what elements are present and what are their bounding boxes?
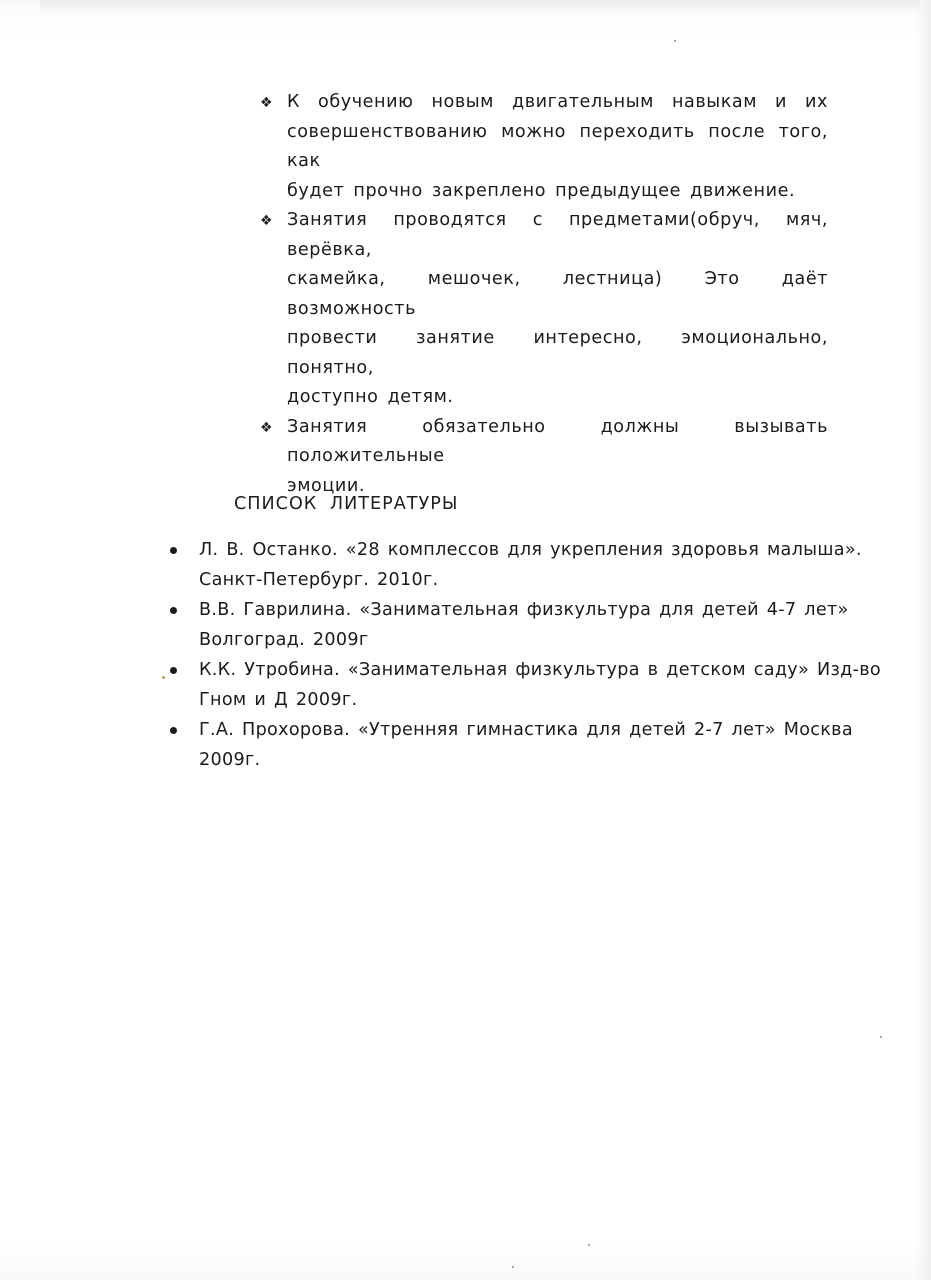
advice-line: К обучению новым двигательным навыкам и их (287, 92, 828, 112)
scan-speck (162, 676, 165, 679)
diamond-bullet-icon: ❖ (260, 213, 274, 229)
literature-line: Г.А. Прохорова. «Утренняя гимнастика для детей 2-7 лет» Москва (199, 720, 853, 740)
scan-speck (588, 1244, 590, 1246)
diamond-bullet-icon: ❖ (260, 419, 274, 436)
literature-item (168, 715, 853, 775)
literature-list (168, 535, 881, 775)
round-bullet-icon (170, 547, 177, 554)
advice-line: скамейка, мешочек, лестница) Это даёт возможность (287, 269, 828, 319)
advice-line: совершенствованию можно переходить после того, как (287, 121, 828, 171)
literature-line: К.К. Утробина. «Занимательная физкультура в детском саду» Изд-во (199, 660, 881, 680)
round-bullet-icon (170, 667, 177, 674)
advice-line: доступно детям. (287, 387, 454, 407)
advice-line: эмоции. (287, 475, 365, 496)
advice-line: провести занятие интересно, эмоционально, понятно, (287, 328, 828, 378)
literature-line: Санкт-Петербург. 2010г. (199, 570, 439, 590)
literature-item (168, 655, 881, 715)
advice-item (258, 206, 828, 413)
literature-line: Гном и Д 2009г. (199, 690, 358, 710)
literature-line: 2009г. (199, 750, 261, 770)
literature-item (168, 535, 862, 595)
advice-line: Занятия проводятся с предметами(обруч, мяч, верёвка, (287, 210, 828, 260)
round-bullet-icon (170, 607, 177, 614)
round-bullet-icon (170, 727, 177, 734)
advice-list (258, 88, 828, 501)
literature-item (168, 595, 848, 655)
advice-item (258, 413, 828, 502)
advice-line: Занятия обязательно должны вызывать положительные (287, 416, 828, 466)
advice-line: будет прочно закреплено предыдущее движение. (287, 180, 796, 201)
advice-item (258, 88, 828, 206)
scan-speck (512, 1266, 514, 1268)
diamond-bullet-icon: ❖ (260, 95, 274, 111)
literature-line: В.В. Гаврилина. «Занимательная физкультура для детей 4-7 лет» (199, 600, 849, 620)
literature-heading: СПИСОК ЛИТЕРАТУРЫ (234, 494, 459, 514)
scan-speck (674, 40, 676, 42)
literature-line: Л. В. Останко. «28 комплессов для укрепления здоровья малыша». (199, 540, 862, 560)
scan-speck (880, 1036, 882, 1038)
literature-line: Волгоград. 2009г (199, 630, 369, 650)
scan-right-edge (915, 0, 931, 1280)
scan-top-shadow (40, 0, 920, 12)
